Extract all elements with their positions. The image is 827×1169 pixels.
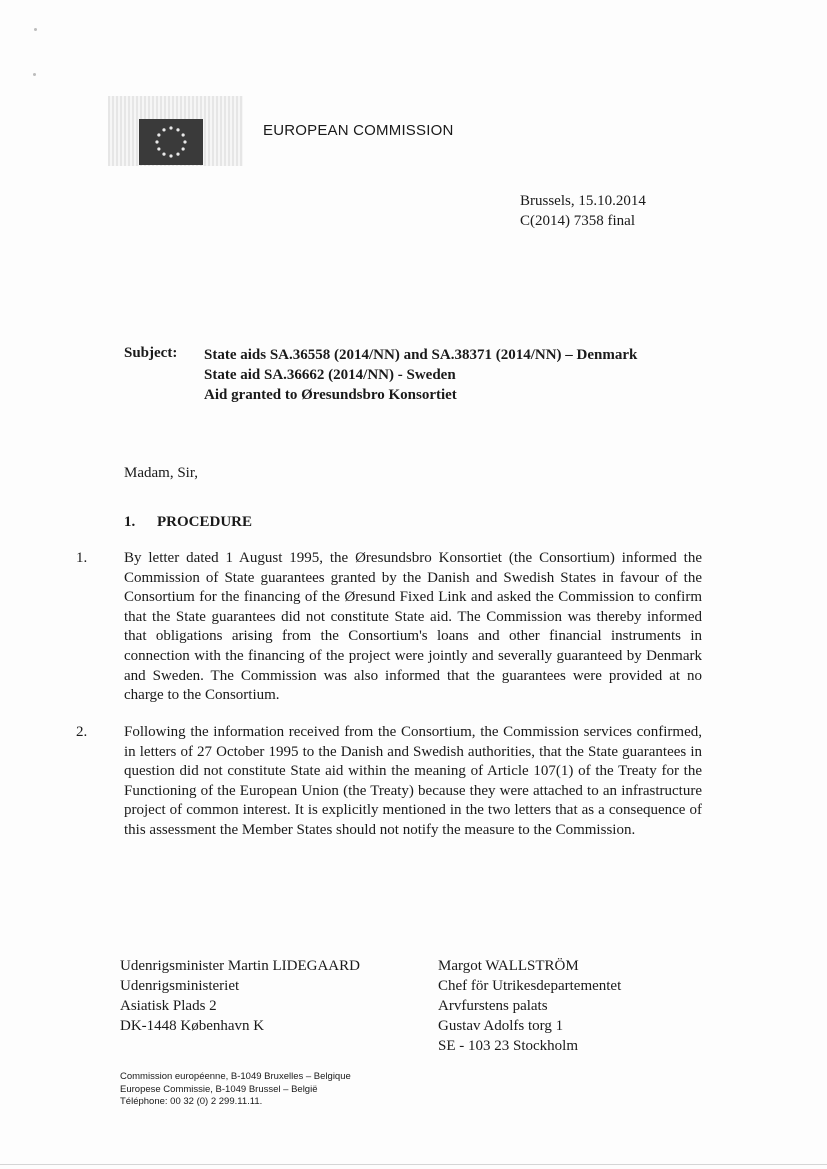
flag-star — [176, 153, 179, 156]
subject-label: Subject: — [124, 345, 178, 361]
addressee-sweden — [438, 956, 621, 1056]
flag-star — [169, 126, 172, 129]
subject-lines — [204, 345, 637, 405]
flag-star — [169, 154, 172, 157]
address-line: Arvfurstens palats — [438, 998, 548, 1014]
subject-line: Aid granted to Øresundsbro Konsortiet — [204, 387, 457, 403]
address-line: Chef för Utrikesdepartementet — [438, 978, 622, 994]
flag-star — [162, 128, 165, 131]
address-line: DK-1448 København K — [120, 1018, 265, 1034]
address-line: Margot WALLSTRÖM — [438, 958, 579, 974]
subject-line: State aids SA.36558 (2014/NN) and SA.38371 (2014/NN) – Denmark — [204, 347, 638, 363]
scan-mark — [34, 28, 37, 31]
addressee-denmark — [120, 956, 360, 1036]
paragraph-number: 1. — [76, 550, 88, 566]
flag-star — [176, 128, 179, 131]
paragraph-number: 2. — [76, 724, 88, 740]
scan-mark — [33, 73, 36, 76]
section-number: 1. — [124, 514, 136, 530]
flag-star — [182, 133, 185, 136]
footer-line: Téléphone: 00 32 (0) 2 299.11.11. — [120, 1096, 263, 1107]
flag-star — [157, 133, 160, 136]
address-line: SE - 103 23 Stockholm — [438, 1038, 579, 1054]
footer-line: Commission européenne, B-1049 Bruxelles – Belgique — [120, 1071, 351, 1082]
footer-line: Europese Commissie, B-1049 Brussel – België — [120, 1083, 318, 1095]
footer-contact — [120, 1071, 351, 1109]
section-heading — [124, 514, 252, 531]
section-title: PROCEDURE — [157, 514, 253, 530]
flag-star — [182, 147, 185, 150]
flag-star — [155, 140, 158, 143]
paragraph-text: By letter dated 1 August 1995, the Øresundsbro Konsortiet (the Consortium) informed the Commission of State guarantees granted by the Danish and Swedish States in favour of the Consortium for the financing of the Øresund Fixed Link and asked the Commission to confirm that the State guarantees did not constitute State aid. The Commission was thereby informed that obligations arising from the Consortium's loans and other financial instruments in connection with the financing of the project were jointly and severally guaranteed by Denmark and Sweden. The Commission was also informed that the guarantees were provided at no charge to the Consortium. — [124, 550, 702, 704]
address-line: Asiatisk Plads 2 — [120, 998, 217, 1014]
place-date: Brussels, 15.10.2014 — [520, 193, 646, 209]
subject-line: State aid SA.36662 (2014/NN) - Sweden — [204, 367, 456, 383]
flag-star — [157, 147, 160, 150]
eu-flag-icon — [139, 119, 203, 165]
page-edge-line — [0, 1164, 827, 1165]
flag-star — [183, 140, 186, 143]
document-reference: C(2014) 7358 final — [520, 213, 635, 229]
salutation: Madam, Sir, — [124, 465, 198, 481]
paragraph-text: Following the information received from the Consortium, the Commission services confirmed, in letters of 27 October 1995 to the Danish and Swedish authorities, that the State guarantees in question did not constitute State aid within the meaning of Article 107(1) of the Treaty for the Functioning of the European Union (the Treaty) because they were attached to an infrastructure project of common interest. It is explicitly mentioned in the two letters that as a consequence of this assessment the Member States should not notify the measure to the Commission. — [124, 724, 702, 838]
date-reference-block — [520, 191, 646, 231]
address-line: Gustav Adolfs torg 1 — [438, 1018, 564, 1034]
address-line: Udenrigsministeriet — [120, 978, 240, 994]
organization-name: EUROPEAN COMMISSION — [263, 122, 454, 139]
address-line: Udenrigsminister Martin LIDEGAARD — [120, 958, 360, 974]
flag-star — [162, 153, 165, 156]
